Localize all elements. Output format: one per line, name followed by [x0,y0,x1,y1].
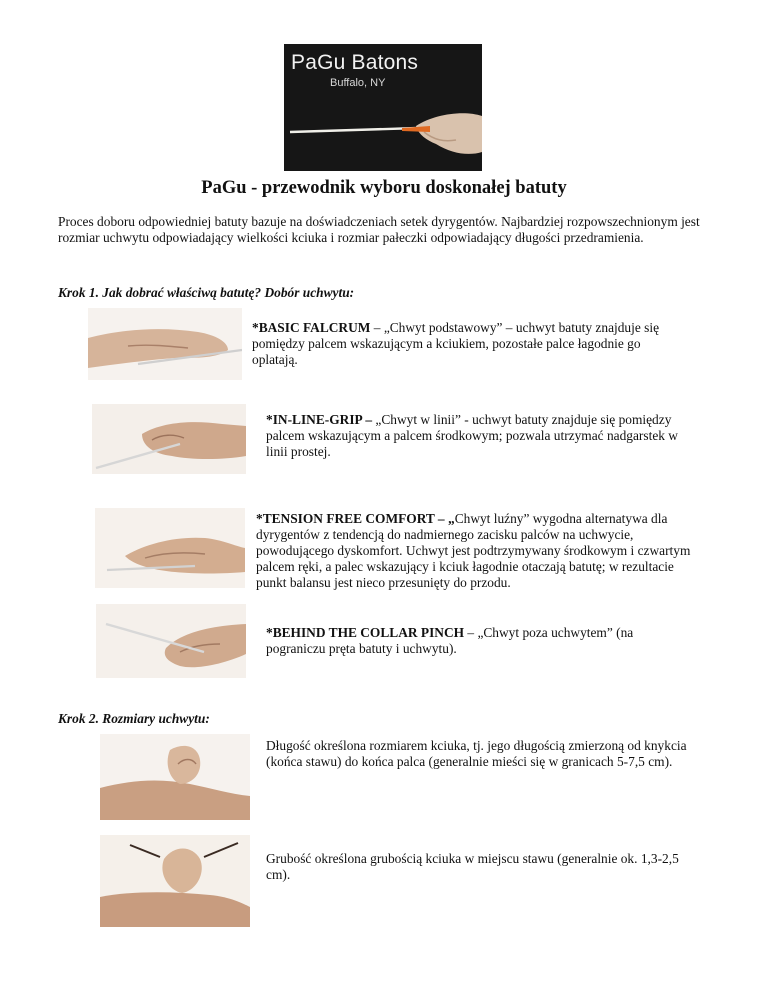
grip-desc: Chwyt luźny” wygodna alternatywa dla dyrygentów z tendencją do nadmiernego zacisku palców na uchwycie, powodującego dyskomfort. Uchwyt jest podtrzymywany środkowym i czwartym palcem ręki, a palec wskazujący i kciuk łagodnie otaczają batutę; w rezultacie punkt balansu jest nieco przesunięty do przodu. [256,511,691,590]
thumb-thickness-photo [100,835,250,927]
intro-paragraph: Proces doboru odpowiedniej batuty bazuje na doświadczeniach setek dyrygentów. Najbardziej rozpowszechnionym jest rozmiar uchwytu odpowiadający wielkości kciuka i rozmiar pałeczki odpowiadający długości przedramienia. [58,214,700,245]
grip-name: *IN-LINE-GRIP – [266,412,373,427]
thumb-length-text: Długość określona rozmiarem kciuka, tj. jego długością zmierzoną od knykcia (końca stawu) do końca palca (generalnie mieści się w granicach 5-7,5 cm). [266,738,687,769]
in-line-grip-photo [92,404,246,474]
step1-heading: Krok 1. Jak dobrać właściwą batutę? Dobór uchwytu: [58,285,355,300]
grip-desc: – „Chwyt poza uchwytem” (na pograniczu pręta batuty i uchwytu). [266,625,634,656]
grip-desc: – „Chwyt podstawowy” – uchwyt batuty znajduje się pomiędzy palcem wskazującym a kciukiem, pozostałe palce łagodnie go oplatają. [252,320,660,367]
grip-name: *BASIC FALCRUM [252,320,371,335]
basic-falcrum-photo [88,308,242,380]
grip-basic-falcrum [252,320,682,368]
brand-name: PaGu Batons [291,51,419,74]
behind-collar-photo [96,604,246,678]
grip-behind-collar [266,625,696,657]
grip-name: *TENSION FREE COMFORT – „ [256,511,455,526]
grip-in-line [266,412,696,460]
tension-free-photo [95,508,245,588]
grip-name: *BEHIND THE COLLAR PINCH [266,625,465,640]
brand-banner [284,44,482,171]
grip-desc: „Chwyt w linii” - uchwyt batuty znajduje się pomiędzy palcem wskazującym a palcem środkowym; pozwala utrzymać nadgarstek w linii prostej. [266,412,678,459]
page-title: PaGu - przewodnik wyboru doskonałej batuty [201,178,567,198]
thumb-length-photo [100,734,250,820]
step2-heading: Krok 2. Rozmiary uchwytu: [58,711,210,726]
brand-city: Buffalo, NY [330,77,386,89]
thumb-thickness-text: Grubość określona grubością kciuka w miejscu stawu (generalnie ok. 1,3-2,5 cm). [266,851,679,882]
grip-tension-free [256,511,696,591]
